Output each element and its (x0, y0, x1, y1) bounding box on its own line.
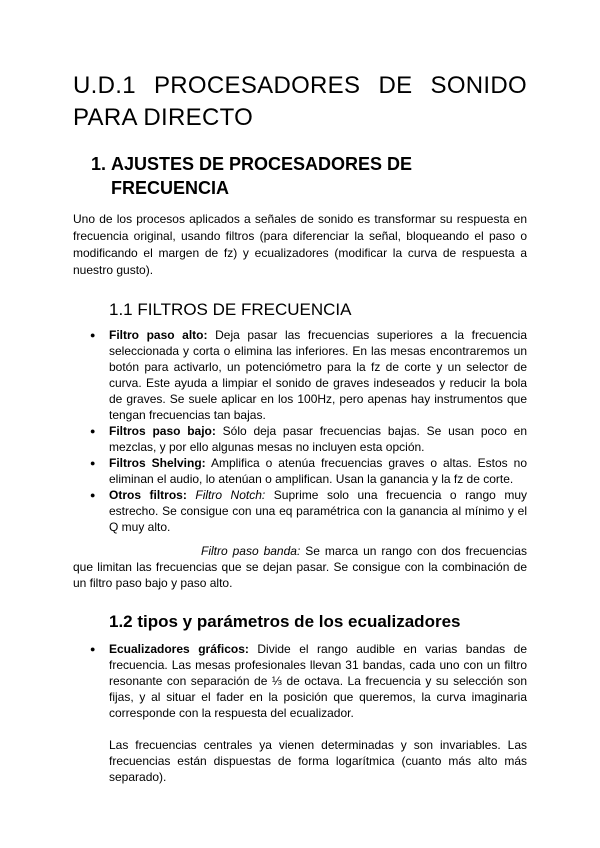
item-term: Filtros Shelving: (109, 456, 206, 470)
item-term: Filtro paso alto: (109, 328, 208, 342)
subsection-1-1-heading: 1.1 FILTROS DE FRECUENCIA (109, 300, 352, 319)
band-filter-term: Filtro paso banda: (201, 544, 301, 558)
band-filter-paragraph (73, 543, 527, 591)
equalizers-list (73, 641, 527, 721)
item-text: Sólo deja pasar frecuencias bajas. Se usan poco en mezclas, y por ello algunas mesas no incluyen esta opción. (109, 424, 527, 454)
item-term: Filtros paso bajo: (109, 424, 216, 438)
item-term: Ecualizadores gráficos: (109, 642, 249, 656)
section-1-heading (73, 152, 527, 200)
item-italic: Filtro Notch: (186, 488, 266, 502)
section-1-title: AJUSTES DE PROCESADORES DE FRECUENCIA (111, 154, 413, 198)
list-item (73, 327, 527, 423)
bullet-icon: ● (90, 330, 96, 340)
subsection-1-2-heading: 1.2 tipos y parámetros de los ecualizadores (109, 612, 461, 631)
document-title (73, 70, 527, 134)
equalizers-followup: Las frecuencias centrales ya vienen determinadas y son invariables. Las frecuencias están dispuestas de forma logarítmica (cuanto más alto más separado). (109, 738, 527, 784)
list-item (73, 455, 527, 487)
section-1-number: 1. (91, 154, 107, 174)
bullet-icon: ● (90, 490, 96, 500)
band-filter-text: Se marca un rango con dos frecuencias que limitan las frecuencias que se dejan pasar. Se consigue con la combinación de un filtro paso bajo y paso alto. (73, 544, 527, 590)
document-page (73, 70, 527, 785)
list-item (73, 487, 527, 535)
title-line-2: PARA DIRECTO (73, 104, 254, 131)
list-item (73, 423, 527, 455)
item-text: Divide el rango audible en varias bandas de frecuencia. Las mesas profesionales llevan 31 bandas, cada uno con un filtro resonante con separación de ⅓ de octava. La frecuencia y su selección son fijas, y al situar el fader en la posición que queremos, la curva imaginaria corresponde con la respuesta del ecualizador. (109, 642, 527, 720)
bullet-icon: ● (90, 426, 96, 436)
title-line-1: U.D.1 PROCESADORES DE SONIDO (73, 72, 527, 99)
filters-list (73, 327, 527, 535)
item-text: Deja pasar las frecuencias superiores a la frecuencia seleccionada y corta o elimina las inferiores. En las mesas encontraremos un botón para activarlo, un potenciómetro para la fz de corte y un selector de curva. Este ayuda a limpiar el sonido de graves indeseados y reducir la bola de graves. Se suele aplicar en los 100Hz, pero apenas hay instrumentos que tengan frecuencias tan bajas. (109, 328, 528, 422)
item-text: Amplifica o atenúa frecuencias graves o altas. Estos no eliminan el audio, lo atenúan o amplifican. Usan la ganancia y la fz de corte. (109, 456, 527, 486)
bullet-icon: ● (90, 644, 96, 654)
bullet-icon: ● (90, 458, 96, 468)
intro-paragraph: Uno de los procesos aplicados a señales de sonido es transformar su respuesta en frecuencia original, usando filtros (para diferenciar la señal, bloqueando el paso o modificando el margen de fz) y ecualizadores (modificar la curva de respuesta a nuestro gusto). (73, 212, 527, 277)
list-item (73, 641, 527, 721)
item-term: Otros filtros: (109, 488, 187, 502)
item-text: Suprime solo una frecuencia o rango muy estrecho. Se consigue con una eq paramétrica con la ganancia al mínimo y el Q muy alto. (109, 488, 527, 534)
